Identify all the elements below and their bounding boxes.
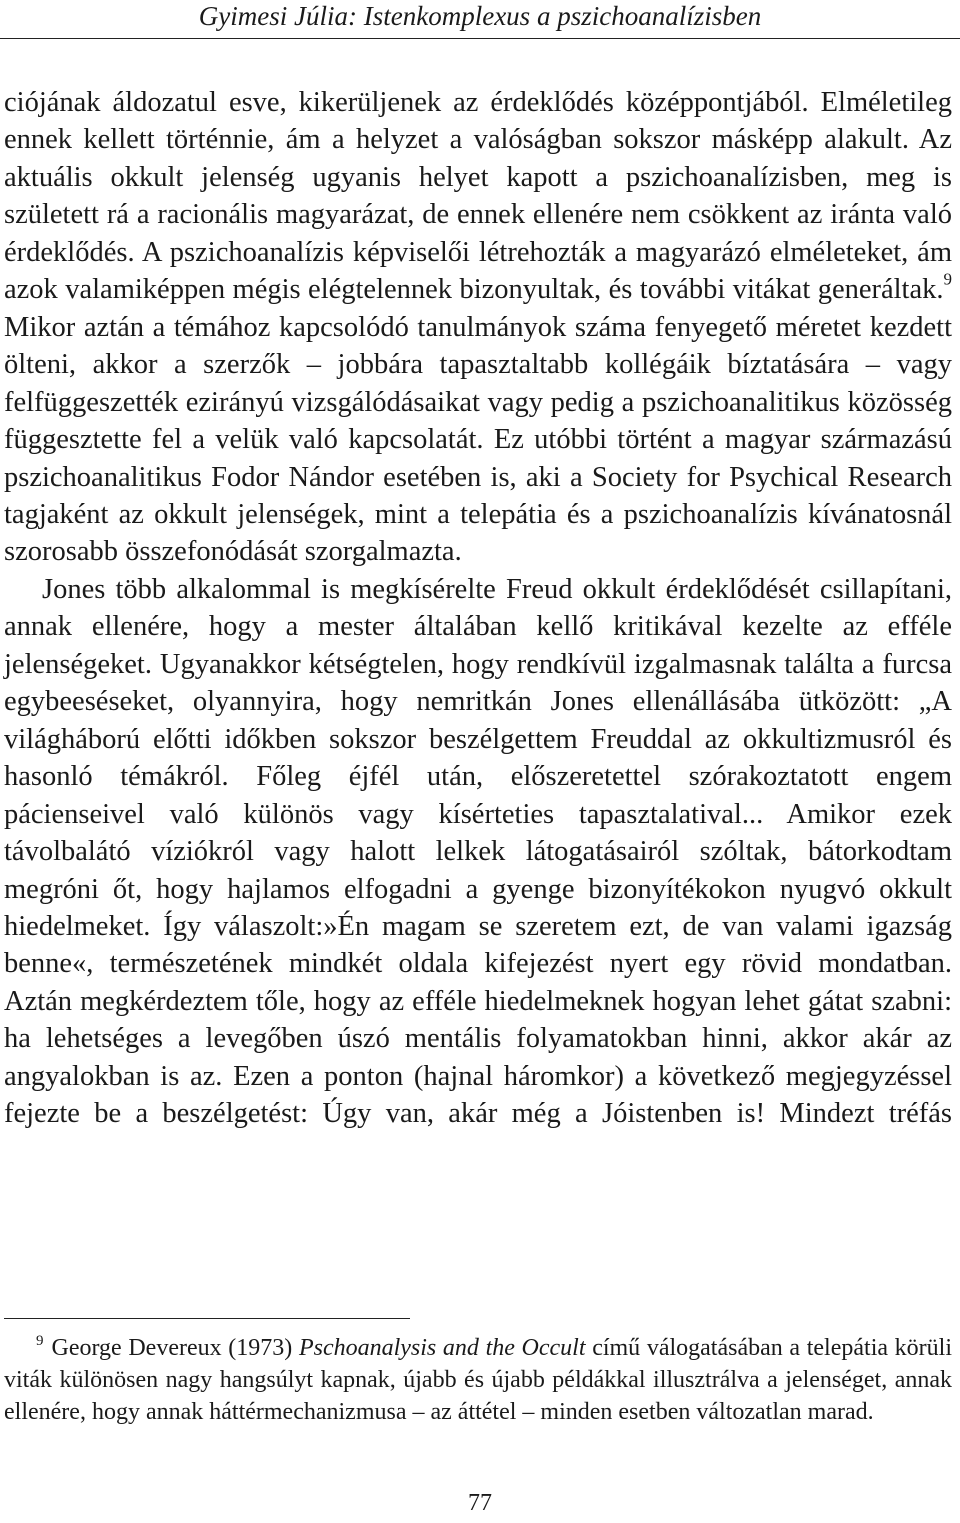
footnote-text-b: című válogatásában a telepátia körüli viták különösen nagy hangsúlyt kapnak, újabb és újabb példákkal illusztrálva a jelenséget, annak ellenére, hogy annak háttérmechanizmusa – az áttétel – minden esetben változatlan marad. <box>4 1335 952 1425</box>
paragraph-2: Jones több alkalommal is megkísérelte Freud okkult érdeklődését csillapítani, annak ellenére, hogy a mester általában kellő kritikával kezelte az efféle jelenségeket. Ugyanakkor kétségtelen, hogy rendkívül izgalmasnak találta a furcsa egybeeséseket, olyannyira, hogy nemritkán Jones ellenállásába ütközött: „A világháború előtti időkben sokszor beszélgettem Freuddal az okkultizmusról és hasonló témákról. Főleg éjfél után, előszeretettel szórakoztatott engem pácienseivel való különös vagy kísérteties tapasztalatival... Amikor ezek távolbalátó víziókról vagy halott lelkek látogatásairól szóltak, bátorkodtam megróni őt, hogy hajlamos elfogadni a gyenge bizonyítékokon nyugvó okkult hiedelmeket. Így válaszolt:»Én magam se szeretem ezt, de van valami igazság benne«, természetének mindkét oldala kifejezést nyert egy rövid mondatban. Aztán megkérdeztem tőle, hogy az efféle hiedelmeknek hogyan lehet gátat szabni: ha lehetséges a levegőben úszó mentális folyamatokban hinni, akkor akár az angyalokban is az. Ezen a ponton (hajnal háromkor) a következő megjegyzéssel fejezte be a beszélgetést: Úgy van, akár még a Jóistenben is! Mindezt tréfás <box>4 573 952 1130</box>
running-title: Gyimesi Júlia: Istenkomplexus a pszichoanalízisben <box>198 1 762 31</box>
running-header <box>0 0 960 36</box>
footnote-reference[interactable]: 9 <box>943 269 952 289</box>
footnote-separator <box>4 1318 410 1319</box>
page-number: 77 <box>468 1490 492 1516</box>
paragraph-1-text-b: Mikor aztán a témához kapcsolódó tanulmányok száma fenyegető méretet kezdett ölteni, akkor a szerzők – jobbára tapasztaltabb kollégáik bíztatására – vagy felfüggeszették ezirányú vizsgálódásaikat vagy pedig a pszichoanalitikus közösség függesztette fel a velük való kapcsolatát. Ez utóbbi történt a magyar származású pszichoanalitikus Fodor Nándor esetében is, aki a Society for Psychical Research tagjaként az okkult jelenségek, mint a telepátia és a pszichoanalízis kívánatosnál szorosabb összefonódását szorgalmazta. <box>4 311 952 568</box>
footnotes <box>4 1332 952 1428</box>
header-rule <box>0 38 960 39</box>
footnote-text-a: George Devereux (1973) <box>51 1335 299 1361</box>
paragraph-1 <box>4 84 952 571</box>
footnote-book-title: Pschoanalysis and the Occult <box>298 1335 586 1361</box>
footnote-number: 9 <box>36 1332 44 1349</box>
body-text <box>4 84 952 1133</box>
footnote-9 <box>4 1332 952 1428</box>
paragraph-1-text-a: ciójának áldozatul esve, kikerüljenek az érdeklődés középpontjából. Elméletileg ennek kellett történnie, ám a helyzet a valóságban sokszor másképp alakult. Az aktuális okkult jelenség ugyanis helyet kapott a pszichoanalízisben, meg is született rá a racionális magyarázat, de ennek ellenére nem csökkent az iránta való érdeklődés. A pszichoanalízis képviselői létrehozták a magyarázó elméleteket, ám azok valamiképpen mégis elégtelennek bizonyultak, és további vitákat generáltak. <box>4 87 952 306</box>
